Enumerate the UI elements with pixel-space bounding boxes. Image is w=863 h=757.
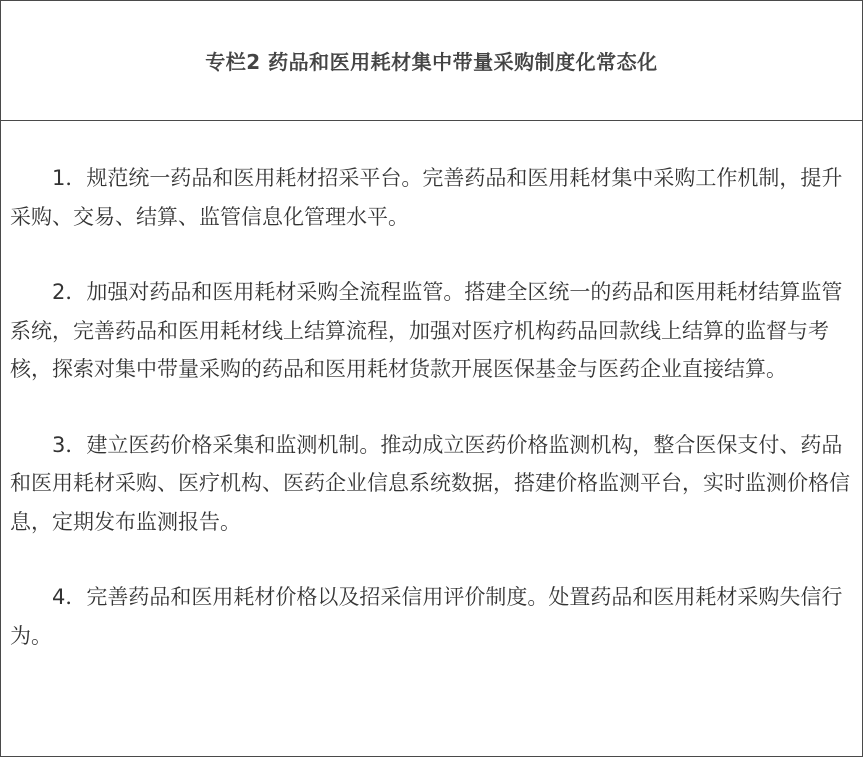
box-title: 专栏2 药品和医用耗材集中带量采购制度化常态化 <box>205 50 658 74</box>
paragraph-4: 4．完善药品和医用耗材价格以及招采信用评价制度。处置药品和医用耗材采购失信行为。 <box>10 585 843 648</box>
paragraph-3: 3．建立医药价格采集和监测机制。推动成立医药价格监测机构，整合医保支付、药品和医用耗材采购、医疗机构、医药企业信息系统数据，搭建价格监测平台，实时监测价格信息，定期发布监测报告。 <box>10 432 850 534</box>
title-row <box>1 1 862 121</box>
paragraph-2: 2．加强对药品和医用耗材采购全流程监管。搭建全区统一的药品和医用耗材结算监管系统，完善药品和医用耗材线上结算流程，加强对医疗机构药品回款线上结算的监督与考核，探索对集中带量采购的药品和医用耗材货款开展医保基金与医药企业直接结算。 <box>10 280 843 381</box>
paragraph-1: 1．规范统一药品和医用耗材招采平台。完善药品和医用耗材集中采购工作机制，提升采购、交易、结算、监管信息化管理水平。 <box>10 166 843 229</box>
box-content <box>1 121 862 655</box>
